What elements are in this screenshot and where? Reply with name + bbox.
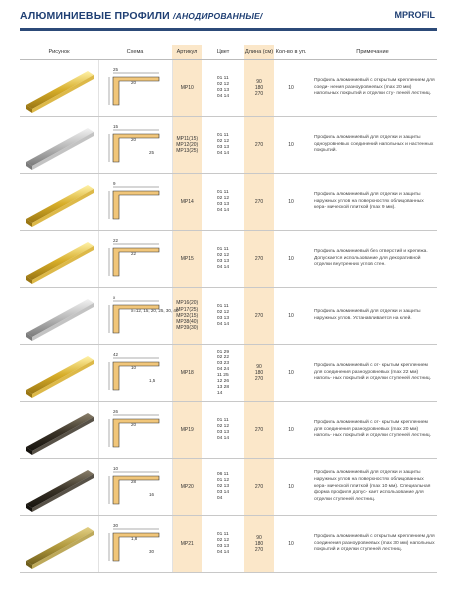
qty-cell: 10 bbox=[274, 231, 308, 288]
length-cell: 270 bbox=[244, 117, 274, 174]
note-cell: Профиль алюминиевый с от- крытым креплением для соединения разноуровневых (max 22 мм) наполь- ных покрытий и отделки ступеней лестниц. bbox=[308, 345, 437, 402]
color-cell bbox=[202, 174, 244, 231]
table-row bbox=[20, 516, 437, 573]
scheme-dimension: 30 bbox=[112, 523, 118, 528]
color-codes: 01 11 02 12 03 13 04 14 bbox=[216, 304, 230, 327]
scheme-dimension: 42 bbox=[112, 352, 118, 357]
profile-scheme bbox=[98, 402, 172, 459]
note-cell: Профиль алюминиевый для отделки и защиты одноуровневых соединений напольных и настенных покрытий. bbox=[308, 117, 437, 174]
note-cell: Профиль алюминиевый с от- крытым креплением для соединения разноуровневых (max 20 мм) наполь- ных покрытий и отделки ступеней лестниц. bbox=[308, 402, 437, 459]
qty-cell: 10 bbox=[274, 60, 308, 117]
length-cell: 90 180 270 bbox=[244, 60, 274, 117]
article-cell: MP15 bbox=[172, 231, 202, 288]
profile-scheme bbox=[98, 231, 172, 288]
qty-cell: 10 bbox=[274, 459, 308, 516]
table-row bbox=[20, 402, 437, 459]
article-cell: MP20 bbox=[172, 459, 202, 516]
col-color: Цвет bbox=[202, 45, 244, 60]
color-codes: 01 11 02 12 03 13 04 14 bbox=[216, 247, 230, 270]
table-row bbox=[20, 345, 437, 402]
article-cell: MP14 bbox=[172, 174, 202, 231]
col-qty: Кол-во в уп. bbox=[274, 45, 308, 60]
col-article: Артикул bbox=[172, 45, 202, 60]
scheme-dimension: 30 bbox=[148, 549, 154, 554]
length-cell: 270 bbox=[244, 174, 274, 231]
color-codes: 06 11 01 12 02 13 03 14 04 bbox=[216, 472, 230, 501]
col-length: Длина (см) bbox=[244, 45, 274, 60]
note-cell: Профиль алюминиевый для отделки и защиты наружных углов на поверхностях облицованных кера- мической плиткой (max 10 мм). Специальная форма профиля допус- кает использование для отделки ступеней лестниц. bbox=[308, 459, 437, 516]
length-cell: 270 bbox=[244, 402, 274, 459]
profile-photo bbox=[20, 288, 98, 345]
scheme-dimension: x bbox=[112, 295, 115, 300]
color-codes: 01 11 02 12 03 13 04 14 bbox=[216, 76, 230, 99]
profile-photo bbox=[20, 60, 98, 117]
color-codes: 01 11 02 12 03 13 04 14 bbox=[216, 418, 230, 441]
profile-photo bbox=[20, 402, 98, 459]
profile-photo bbox=[20, 459, 98, 516]
length-cell: 270 bbox=[244, 288, 274, 345]
table-row bbox=[20, 459, 437, 516]
color-cell bbox=[202, 345, 244, 402]
article-cell: MP10 bbox=[172, 60, 202, 117]
profile-photo bbox=[20, 174, 98, 231]
qty-cell: 10 bbox=[274, 174, 308, 231]
profile-scheme bbox=[98, 345, 172, 402]
scheme-dimension: 28 bbox=[130, 479, 136, 484]
qty-cell: 10 bbox=[274, 345, 308, 402]
table-row bbox=[20, 288, 437, 345]
scheme-dimension: 20 bbox=[130, 137, 136, 142]
note-cell: Профиль алюминиевый для отделки и защиты наружных углов на поверхностях облицованных кера- мической плиткой (max 9 мм). bbox=[308, 174, 437, 231]
col-note: Примечание bbox=[308, 45, 437, 60]
color-cell bbox=[202, 459, 244, 516]
scheme-dimension: 26 bbox=[112, 409, 118, 414]
color-cell bbox=[202, 117, 244, 174]
page-header bbox=[0, 10, 455, 26]
profile-scheme bbox=[98, 516, 172, 573]
table-row bbox=[20, 117, 437, 174]
scheme-dimension: 25 bbox=[148, 150, 154, 155]
scheme-dimension: 1,5 bbox=[148, 378, 155, 383]
color-codes: 01 11 02 12 03 13 04 14 bbox=[216, 190, 230, 213]
article-cell: MP16(20) MP17(25) MP32(15) MP38(40) MP39(30) bbox=[172, 288, 202, 345]
color-cell bbox=[202, 231, 244, 288]
table-row bbox=[20, 60, 437, 117]
brand-name: MPROFIL bbox=[394, 10, 435, 20]
scheme-dimension: 16 bbox=[148, 492, 154, 497]
color-cell bbox=[202, 402, 244, 459]
qty-cell: 10 bbox=[274, 117, 308, 174]
color-cell bbox=[202, 60, 244, 117]
scheme-dimension: 20 bbox=[130, 80, 136, 85]
page-title: АЛЮМИНИЕВЫЕ ПРОФИЛИ /АНОДИРОВАННЫЕ/ bbox=[20, 10, 263, 22]
note-cell: Профиль алюминиевый с открытым креплением для соеди- нения разноуровневых (max 20 мм) напольных покрытий и отделки сту- пеней лестниц. bbox=[308, 60, 437, 117]
length-cell: 90 180 270 bbox=[244, 516, 274, 573]
profile-scheme bbox=[98, 174, 172, 231]
table-row bbox=[20, 231, 437, 288]
header-bar bbox=[20, 28, 437, 31]
profile-photo bbox=[20, 516, 98, 573]
scheme-dimension: 22 bbox=[112, 238, 118, 243]
scheme-dimension: 10 bbox=[112, 466, 118, 471]
article-cell: MP21 bbox=[172, 516, 202, 573]
profile-scheme bbox=[98, 60, 172, 117]
profiles-table bbox=[20, 45, 437, 573]
scheme-dimension: 1,8 bbox=[130, 536, 137, 541]
scheme-dimension: 20 bbox=[130, 422, 136, 427]
col-picture: Рисунок bbox=[20, 45, 98, 60]
col-scheme: Схема bbox=[98, 45, 172, 60]
note-cell: Профиль алюминиевый без отверстий и крепежа. Допускается использование для декоративной отделки внутренних углов стен. bbox=[308, 231, 437, 288]
qty-cell: 10 bbox=[274, 402, 308, 459]
article-cell: MP18 bbox=[172, 345, 202, 402]
length-cell: 270 bbox=[244, 231, 274, 288]
scheme-dimension: 9 bbox=[112, 181, 116, 186]
scheme-dimension: 22 bbox=[130, 251, 136, 256]
article-cell: MP11(15) MP12(20) MP13(25) bbox=[172, 117, 202, 174]
scheme-dimension: 10 bbox=[130, 365, 136, 370]
qty-cell: 10 bbox=[274, 288, 308, 345]
profile-photo bbox=[20, 345, 98, 402]
table-header bbox=[20, 45, 437, 60]
note-cell: Профиль алюминиевый с открытым креплением для соединения разноуровневых (max 30 мм) напольных покрытий и отделки ступеней лестниц. bbox=[308, 516, 437, 573]
table-row bbox=[20, 174, 437, 231]
article-cell: MP19 bbox=[172, 402, 202, 459]
profile-scheme bbox=[98, 288, 178, 345]
note-cell: Профиль алюминиевый для отделки и защиты наружных углов. Устанавливается на клей. bbox=[308, 288, 437, 345]
scheme-dimension: 15 bbox=[112, 124, 118, 129]
scheme-dimension: x=12, 15, 20, 25, 30, 40 bbox=[130, 308, 178, 313]
qty-cell: 10 bbox=[274, 516, 308, 573]
profile-photo bbox=[20, 231, 98, 288]
page-subtitle: /АНОДИРОВАННЫЕ/ bbox=[173, 11, 263, 21]
profile-scheme bbox=[98, 459, 172, 516]
profile-photo bbox=[20, 117, 98, 174]
profile-scheme bbox=[98, 117, 172, 174]
color-codes: 01 11 02 12 03 13 04 14 bbox=[216, 133, 230, 156]
color-cell bbox=[202, 516, 244, 573]
scheme-dimension: 25 bbox=[112, 67, 118, 72]
color-cell bbox=[202, 288, 244, 345]
color-codes: 01 29 02 22 03 23 04 24 11 25 12 26 13 28 14 bbox=[216, 349, 230, 396]
length-cell: 270 bbox=[244, 459, 274, 516]
color-codes: 01 11 02 12 03 13 04 14 bbox=[216, 532, 230, 555]
length-cell: 90 180 270 bbox=[244, 345, 274, 402]
